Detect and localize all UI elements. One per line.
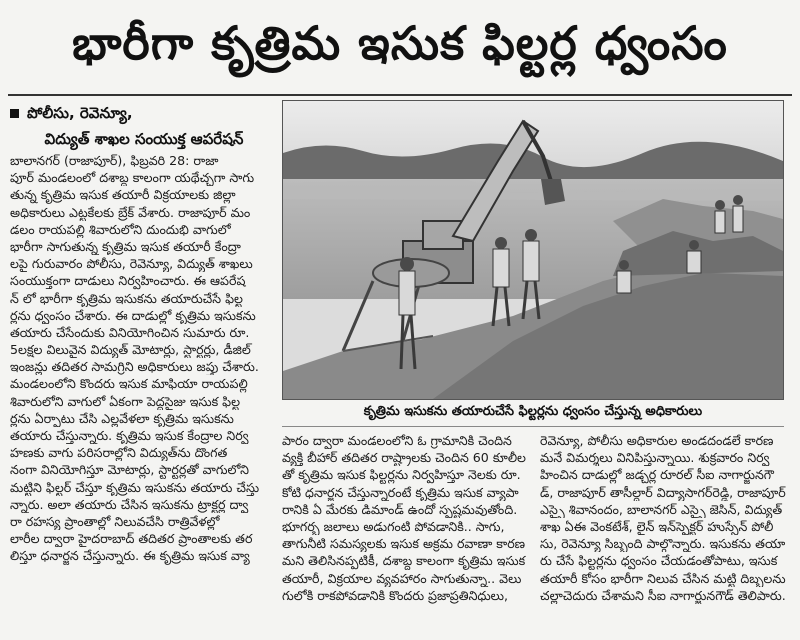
subheading-primary (10, 104, 278, 126)
article-line: డలం రాయపల్లి శివారులోని దుందుభి వాగులో (10, 221, 231, 237)
article-line: ర్లను ఏర్పాటు చేసి ఎల్లవేళలా కృత్రిమ ఇసుకను (10, 410, 234, 426)
article-line: ర్లను ధ్వంసం చేశారు. ఈ దాడుల్లో కృత్రిమ ఇసుకను (10, 307, 256, 323)
article-line: తయారు చేసేందుకు వినియోగించిన సుమారు రూ. (10, 324, 250, 340)
article-line: రు చేసే ఫిల్టర్లను ధ్వంసం చేయడంతోపాటు, ఇసుక (540, 553, 778, 569)
article-line: న్ లో భారీగా కృత్రిమ ఇసుకను తయారుచేసే ఫిల్ట (10, 290, 243, 306)
article-line: వ్యక్తి బీహార్ తదితర రాష్ట్రాలకు చెందిన 60 కూలీల (282, 450, 526, 466)
article-line: తున్న కృత్రిమ ఇసుక తయారీ విక్రయాలకు జిల్లా (10, 187, 236, 203)
article-line: హణకు వాగు పరిసరాల్లోని విద్యుత్‌ను దొంగత (10, 445, 228, 461)
article-line: మట్టిని ఫిల్టర్ చేస్తూ కృత్రిమ ఇసుకను తయారు చేస్తు (10, 479, 260, 495)
subheading-primary-text: పోలీసు, రెవెన్యూ, (27, 104, 133, 122)
article-line: హించిన దాడుల్లో జడ్చర్ల రూరల్ సీఐ నాగార్జునగౌ (540, 467, 774, 483)
article-line: తయారు చేస్తున్నారు. కృత్రిమ ఇసుక కేంద్రాల నిర్వ (10, 428, 249, 443)
article-line: రా రహస్య ప్రాంతాల్లో నిలువచేసి రాత్రివేళల్లో (10, 513, 220, 529)
article-line: లిస్తూ ధనార్జన చేస్తున్నారు. ఈ కృత్రిమ ఇసుక వ్యా (10, 548, 250, 564)
article-line: భారీగా సాగుతున్న కృత్రిమ ఇసుక తయారీ కేంద్రా (10, 238, 241, 254)
article-line: తో కృత్రిమ ఇసుక ఫిల్టర్లను నిర్వహిస్తూ నెలకు రూ. (282, 467, 521, 483)
headline-rule (8, 94, 792, 96)
article-line: మండలంలోని కొందరు ఇసుక మాఫియా రాయపల్లి (10, 376, 248, 392)
article-line: నంగా వినియోగిస్తూ మోటార్లు, స్టార్టర్లతో వాగులోని (10, 462, 250, 478)
article-line: బాలానగర్ (రాజాపూర్), ఫిబ్రవరి 28: రాజా (10, 153, 219, 168)
excavator-scene-illustration (283, 101, 783, 399)
article-line: లపై గురువారం పోలీసు, రెవెన్యూ, విద్యుత్ శాఖలు (10, 256, 253, 272)
news-photo (282, 100, 784, 400)
article-line: శాఖ ఏఈ వెంకటేశ్, లైన్ ఇన్‌స్పెక్టర్ హుస్సేన్ పోలీ (540, 518, 774, 534)
article-line: సు, రెవెన్యూ సిబ్బంది పాల్గొన్నారు. ఇసుకను తయా (540, 536, 786, 552)
article-line: ఇంజన్లు తదితర సామగ్రిని అధికారులు జప్తు చేశారు. (10, 359, 259, 375)
article-line: తాగునీటి సమస్యలకు ఇసుక అక్రమ రవాణా కారణ (282, 536, 526, 552)
article-line: పారం ద్వారా మండలంలోని ఓ గ్రామానికి చెందిన (282, 433, 512, 448)
column-middle (282, 432, 530, 604)
article-line: చల్లాచెదురు చేశామని సీఐ నాగార్జునగౌడ్ తెలిపారు. (540, 587, 786, 603)
article-line: శివారులోని వాగులో ఏకంగా పెద్దసైజు ఇసుక ఫిల్ట (10, 393, 241, 409)
article-line: కోటి ధనార్జన చేస్తున్నారంటే కృత్రిమ ఇసుక వ్యాపా (282, 484, 519, 500)
article-line: న్నారు. అలా తయారు చేసిన ఇసుకను ట్రాక్టర్ల ద్వా (10, 496, 249, 512)
article-line: అధికారులు ఎట్టకేలకు బ్రేక్ వేశారు. రాజాపూర్ మం (10, 204, 251, 220)
article-line: రెవెన్యూ, పోలీసు అధికారుల అండదండలే కారణ (540, 433, 774, 448)
article-line: పూర్ మండలంలో దశాబ్ద కాలంగా యథేచ్ఛగా సాగు (10, 170, 255, 186)
article-line: లారీల ద్వారా హైదరాబాద్ తదితర ప్రాంతాలకు తర (10, 531, 253, 547)
headline: భారీగా కృత్రిమ ఇసుక ఫిల్టర్ల ధ్వంసం (72, 16, 728, 70)
article-line: రానికి ఏ మేరకు డిమాండ్ ఉందో స్పష్టమవుతోంది. (282, 501, 518, 517)
article-line: భూగర్భ జలాలు అడుగంటి పోవడానికి.. సాగు, (282, 518, 505, 534)
article-line: మనే విమర్శలు వినిపిస్తున్నాయి. శుక్రవారం నిర్వ (540, 450, 770, 466)
article-line: ఎస్సై శివానందం, బాలానగర్ ఎస్సై జెసిన్, విద్యుత్ (540, 501, 783, 517)
column-right (540, 432, 788, 604)
article-line: సంయుక్తంగా దాడులు నిర్వహించారు. ఈ ఆపరేష (10, 273, 246, 289)
subheading-secondary: విద్యుత్ శాఖల సంయుక్త ఆపరేషన్ (44, 130, 244, 148)
article-line: మని తెలిసినప్పటికీ, దశాబ్ద కాలంగా కృత్రిమ ఇసుక (282, 553, 526, 569)
bullet-icon (10, 109, 19, 118)
photo-caption: కృత్రిమ ఇసుకను తయారుచేసే ఫిల్టర్లను ధ్వంసం చేస్తున్న అధికారులు (282, 400, 784, 427)
article-line: తయారీ కోసం భారీగా నిలువ చేసిన మట్టి దిబ్బలను (540, 570, 786, 586)
article-line: తయారీ, విక్రయాల వ్యవహారం సాగుతున్నా.. వెలు (282, 570, 522, 586)
column-left (10, 152, 278, 565)
article-line: డ్, రాజాపూర్ తాసీల్దార్ విద్యాసాగర్‌రెడ్డి, రాజాపూర్ (540, 484, 786, 500)
article-line: గులోకి రాకపోవడానికి కొందరు ప్రజాప్రతినిధులు, (282, 587, 508, 603)
article-line: 5లక్షల విలువైన విద్యుత్ మోటార్లు, స్టార్టర్లు, డీజిల్ (10, 342, 251, 358)
